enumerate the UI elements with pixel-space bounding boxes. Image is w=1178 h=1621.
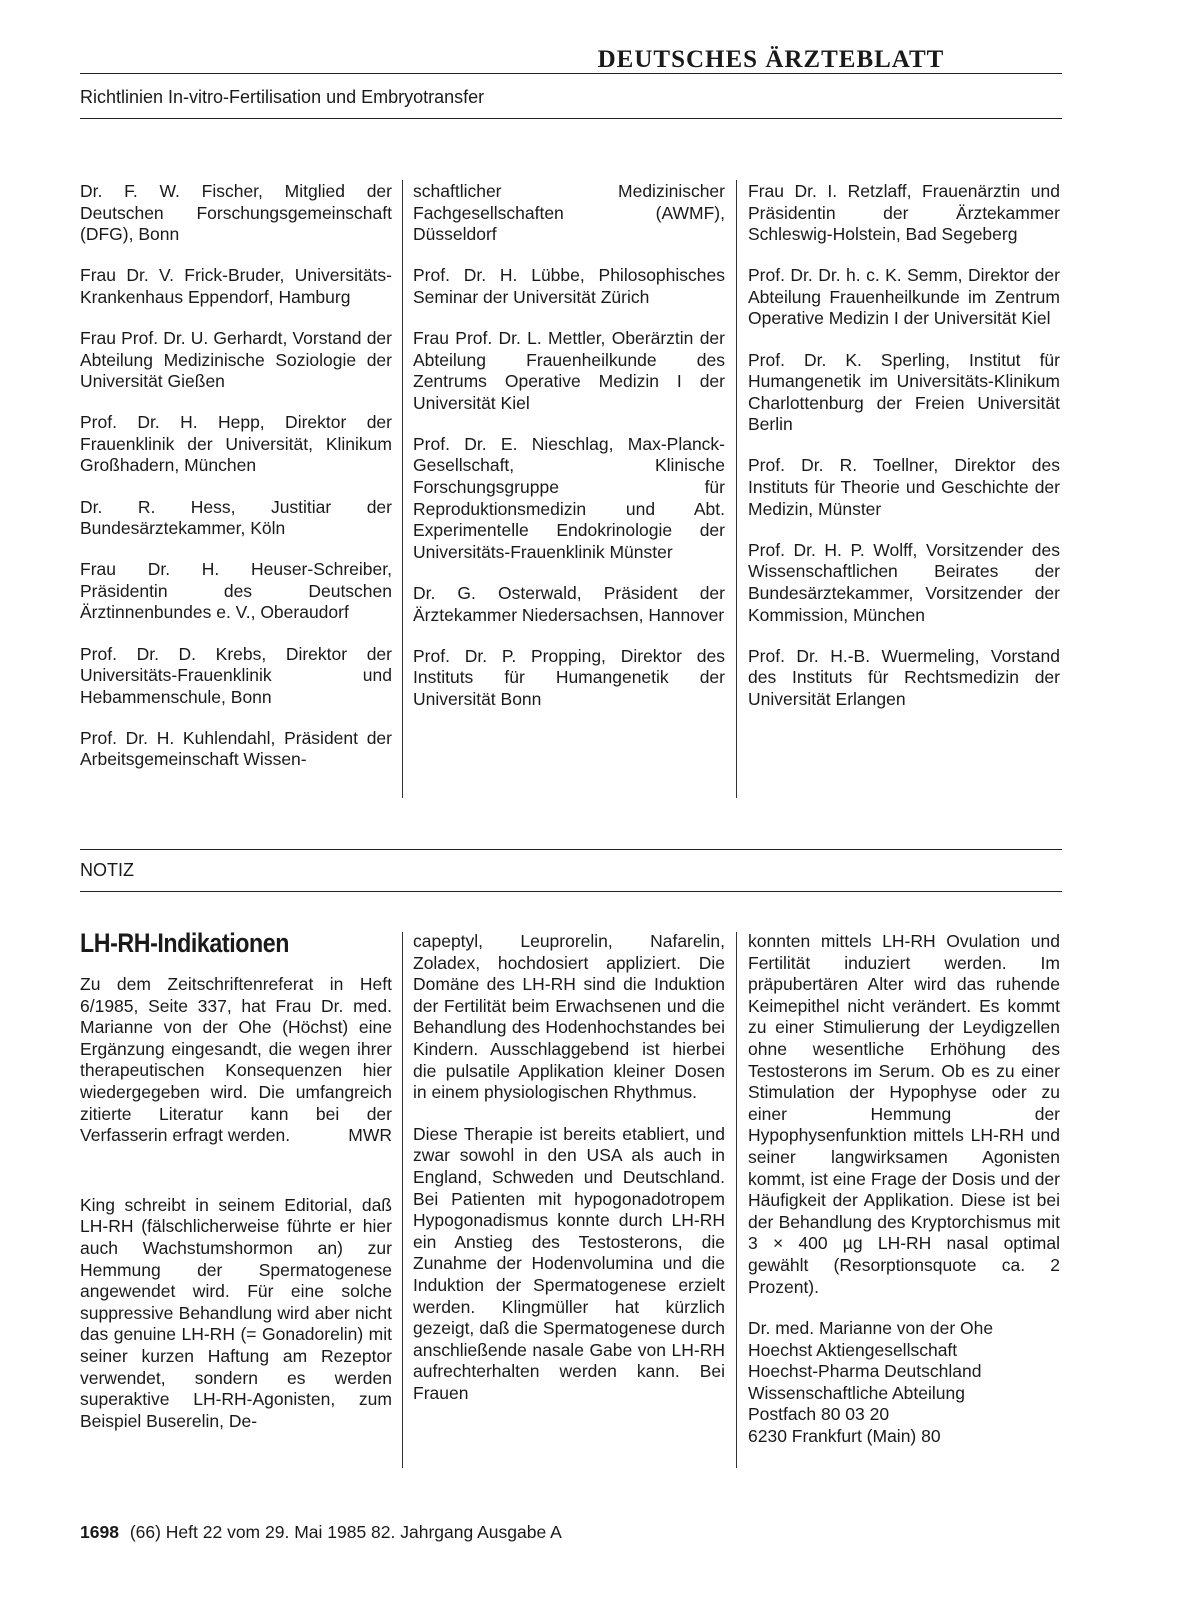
member-entry: Prof. Dr. H.-B. Wuermeling, Vorstand des Instituts für Rechtsmedizin der Universität Erlangen: [748, 645, 1060, 709]
member-entry: Prof. Dr. K. Sperling, Institut für Humangenetik im Universitäts-Klinikum Charlottenburg der Freien Universität Berlin: [748, 349, 1060, 435]
notiz-rule-bottom: [80, 891, 1062, 892]
article-paragraph: capeptyl, Leuprorelin, Nafarelin, Zoladex, hochdosiert appliziert. Die Domäne des LH-RH sind die Induktion der Fertilität beim Erwachsenen und die Behandlung des Hodenhochstandes bei Kindern. Ausschlaggebend ist hierbei die pulsatile Applikation kleiner Dosen in einem physiologischen Rhythmus.: [413, 931, 725, 1103]
member-entry: Prof. Dr. Dr. h. c. K. Semm, Direktor der Abteilung Frauenheilkunde im Zentrum Operative Medizin I der Universität Kiel: [748, 265, 1060, 329]
member-entry: Dr. G. Osterwald, Präsident der Ärztekammer Niedersachsen, Hannover: [413, 582, 725, 625]
member-entry: Prof. Dr. P. Propping, Direktor des Instituts für Humangenetik der Universität Bonn: [413, 645, 725, 709]
members-column-3: [748, 181, 1060, 710]
member-entry: Prof. Dr. H. Kuhlendahl, Präsident der Arbeitsgemeinschaft Wissen-: [80, 727, 392, 770]
header-rule-bottom: [80, 118, 1062, 119]
article-title: LH-RH-Indikationen: [80, 928, 289, 958]
member-entry: Frau Prof. Dr. L. Mettler, Oberärztin der Abteilung Frauenheilkunde des Zentrums Operative Medizin I der Universität Kiel: [413, 327, 725, 413]
article-paragraph: King schreibt in seinem Editorial, daß LH-RH (fälschlicherweise führte er hier auch Wachstumshormon an) zur Hemmung der Spermatogenese angewendet wird. Für eine solche suppressive Behandlung wird aber nicht das genuine LH-RH (= Gonadorelin) mit seiner kurzen Haftung am Rezeptor verwendet, sondern es werden superaktive LH-RH-Agonisten, zum Beispiel Buserelin, De-: [80, 1194, 392, 1431]
member-entry: Frau Dr. I. Retzlaff, Frauenärztin und Präsidentin der Ärztekammer Schleswig-Holstein, Bad Segeberg: [748, 181, 1060, 245]
column-divider: [736, 932, 737, 1468]
member-entry: Frau Dr. H. Heuser-Schreiber, Präsidentin des Deutschen Ärztinnenbundes e. V., Oberaudorf: [80, 559, 392, 623]
masthead: DEUTSCHES ÄRZTEBLATT: [597, 46, 945, 73]
column-divider: [402, 180, 403, 798]
header-rule-top: [80, 73, 1062, 74]
address-line: Dr. med. Marianne von der Ohe: [748, 1318, 994, 1339]
member-entry: Prof. Dr. H. P. Wolff, Vorsitzender des Wissenschaftlichen Beirates der Bundesärztekammer, Vorsitzender der Kommission, München: [748, 539, 1060, 625]
article-paragraph: Diese Therapie ist bereits etabliert, und zwar sowohl in den USA als auch in England, Schweden und Deutschland. Bei Patienten mit hypogonadotropem Hypogonadismus konnte durch LH-RH ein Anstieg des Testosterons, die Zunahme der Hodenvolumina und die Induktion der Spermatogenese erzielt werden. Klingmüller hat kürzlich gezeigt, daß die Spermatogenese durch anschließende nasale Gabe von LH-RH aufrechterhalten werden kann. Bei Frauen: [413, 1123, 725, 1403]
page-footer: [80, 1522, 562, 1543]
member-entry: Prof. Dr. R. Toellner, Direktor des Instituts für Theorie und Geschichte der Medizin, Münster: [748, 455, 1060, 519]
member-entry: schaftlicher Medizinischer Fachgesellschaften (AWMF), Düsseldorf: [413, 181, 725, 245]
article-column-2: [413, 931, 725, 1424]
page-number: 1698: [80, 1522, 119, 1542]
page-subtitle: Richtlinien In-vitro-Fertilisation und Embryotransfer: [80, 87, 485, 107]
member-entry: Dr. R. Hess, Justitiar der Bundesärztekammer, Köln: [80, 496, 392, 539]
section-label-notiz: NOTIZ: [80, 860, 134, 880]
author-address: [748, 1318, 1060, 1448]
article-column-1: [80, 974, 392, 1452]
member-entry: Prof. Dr. H. Hepp, Direktor der Frauenklinik der Universität, Klinikum Großhadern, München: [80, 412, 392, 476]
member-entry: Prof. Dr. H. Lübbe, Philosophisches Seminar der Universität Zürich: [413, 265, 725, 307]
members-column-1: [80, 181, 392, 771]
address-line: 6230 Frankfurt (Main) 80: [748, 1426, 941, 1447]
article-paragraph: konnten mittels LH-RH Ovulation und Fertilität induziert werden. Im präpubertären Alter wird das ruhende Keimepithel nicht verändert. Es kommt zu einer Stimulierung der Leydigzellen ohne wesentliche Erhöhung des Testosterons im Serum. Ob es zu einer Stimulation der Hypophyse oder zu einer Hemmung der Hypophysenfunktion mittels LH-RH und seiner langwirksamen Agonisten kommt, ist eine Frage der Dosis und der Häufigkeit der Applikation. Diese ist bei der Behandlung des Kryptorchismus mit 3 × 400 µg LH-RH nasal optimal gewählt (Resorptionsquote ca. 2 Prozent).: [748, 931, 1060, 1297]
member-entry: Prof. Dr. D. Krebs, Direktor der Universitäts-Frauenklinik und Hebammenschule, Bonn: [80, 643, 392, 707]
address-line: Wissenschaftliche Abteilung: [748, 1382, 965, 1403]
member-entry: Frau Dr. V. Frick-Bruder, Universitäts-Krankenhaus Eppendorf, Hamburg: [80, 265, 392, 307]
members-column-2: [413, 181, 725, 710]
member-entry: Dr. F. W. Fischer, Mitglied der Deutschen Forschungsgemeinschaft (DFG), Bonn: [80, 181, 392, 245]
notiz-rule-top: [80, 849, 1062, 850]
member-entry: Prof. Dr. E. Nieschlag, Max-Planck-Gesellschaft, Klinische Forschungsgruppe für Reproduktionsmedizin und Abt. Experimentelle Endokrinologie der Universitäts-Frauenklinik Münster: [413, 433, 725, 562]
column-divider: [736, 180, 737, 798]
column-divider: [402, 932, 403, 1468]
article-column-3: [748, 931, 1060, 1448]
intro-signature: MWR: [348, 1125, 392, 1146]
member-entry: Frau Prof. Dr. U. Gerhardt, Vorstand der Abteilung Medizinische Soziologie der Universität Gießen: [80, 327, 392, 392]
address-line: Hoechst Aktiengesellschaft: [748, 1339, 958, 1360]
address-line: Hoechst-Pharma Deutschland: [748, 1361, 982, 1382]
intro-text: Zu dem Zeitschriftenreferat in Heft 6/1985, Seite 337, hat Frau Dr. med. Marianne von der Ohe (Höchst) eine Ergänzung eingesandt, die wegen ihrer therapeutischen Konsequenzen hier wiedergegeben wird. Die umfangreich zitierte Literatur kann bei der Verfasserin erfragt werden.: [80, 974, 392, 1146]
issue-info: (66) Heft 22 vom 29. Mai 1985 82. Jahrgang Ausgabe A: [129, 1522, 562, 1542]
address-line: Postfach 80 03 20: [748, 1404, 890, 1425]
article-intro: [80, 974, 392, 1147]
